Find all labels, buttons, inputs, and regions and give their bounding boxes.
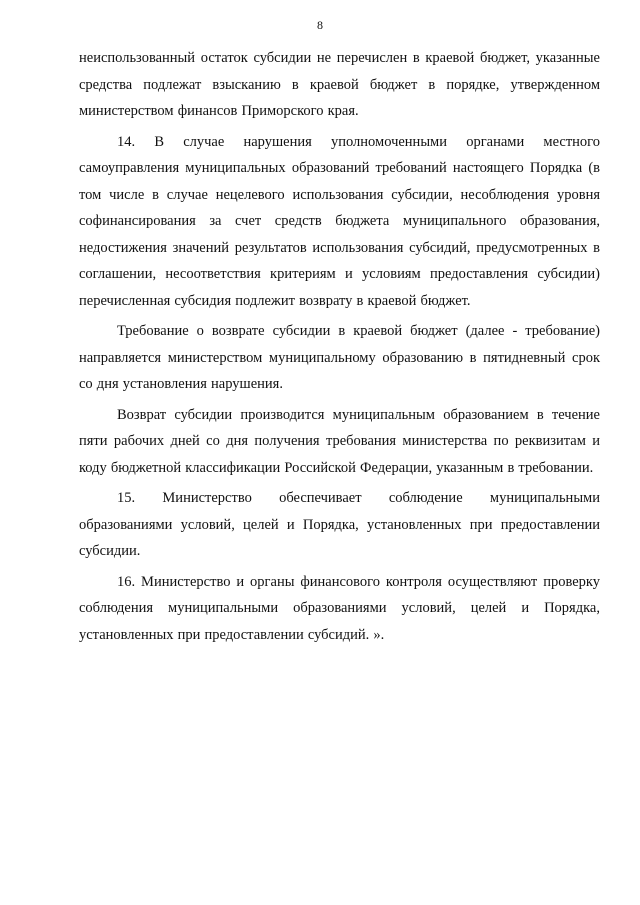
document-body: [79, 45, 600, 648]
paragraph-continuation: неиспользованный остаток субсидии не перечислен в краевой бюджет, указанные средства подлежат взысканию в краевой бюджет в порядке, утвержденном министерством финансов Приморского края.: [79, 50, 600, 119]
paragraph-return-procedure: Возврат субсидии производится муниципальным образованием в течение пяти рабочих дней со дня получения требования министерства по реквизитам и коду бюджетной классификации Российской Федерации, указанным в требовании.: [79, 406, 600, 476]
paragraph-return-requirement: Требование о возврате субсидии в краевой бюджет (далее - требование) направляется министерством муниципальному образованию в пятидневный срок со дня установления нарушения.: [79, 323, 600, 392]
paragraph-item-15: 15. Министерство обеспечивает соблюдение муниципальными образованиями условий, целей и Порядка, установленных при предоставлении субсидии.: [79, 490, 600, 559]
paragraph-item-14: 14. В случае нарушения уполномоченными органами местного самоуправления муниципальных образований требований настоящего Порядка (в том числе в случае нецелевого использования субсидии, несоблюдения уровня софинансирования за счет средств бюджета муниципального образования, недостижения значений результатов использования субсидий, предусмотренных в соглашении, несоответствия критериям и условиям предоставления субсидии) перечисленная субсидия подлежит возврату в краевой бюджет.: [79, 133, 600, 309]
paragraph-item-16: 16. Министерство и органы финансового контроля осуществляют проверку соблюдения муниципальными образованиями условий, целей и Порядка, установленных при предоставлении субсидий. ».: [79, 573, 600, 643]
page-number: 8: [317, 18, 323, 32]
